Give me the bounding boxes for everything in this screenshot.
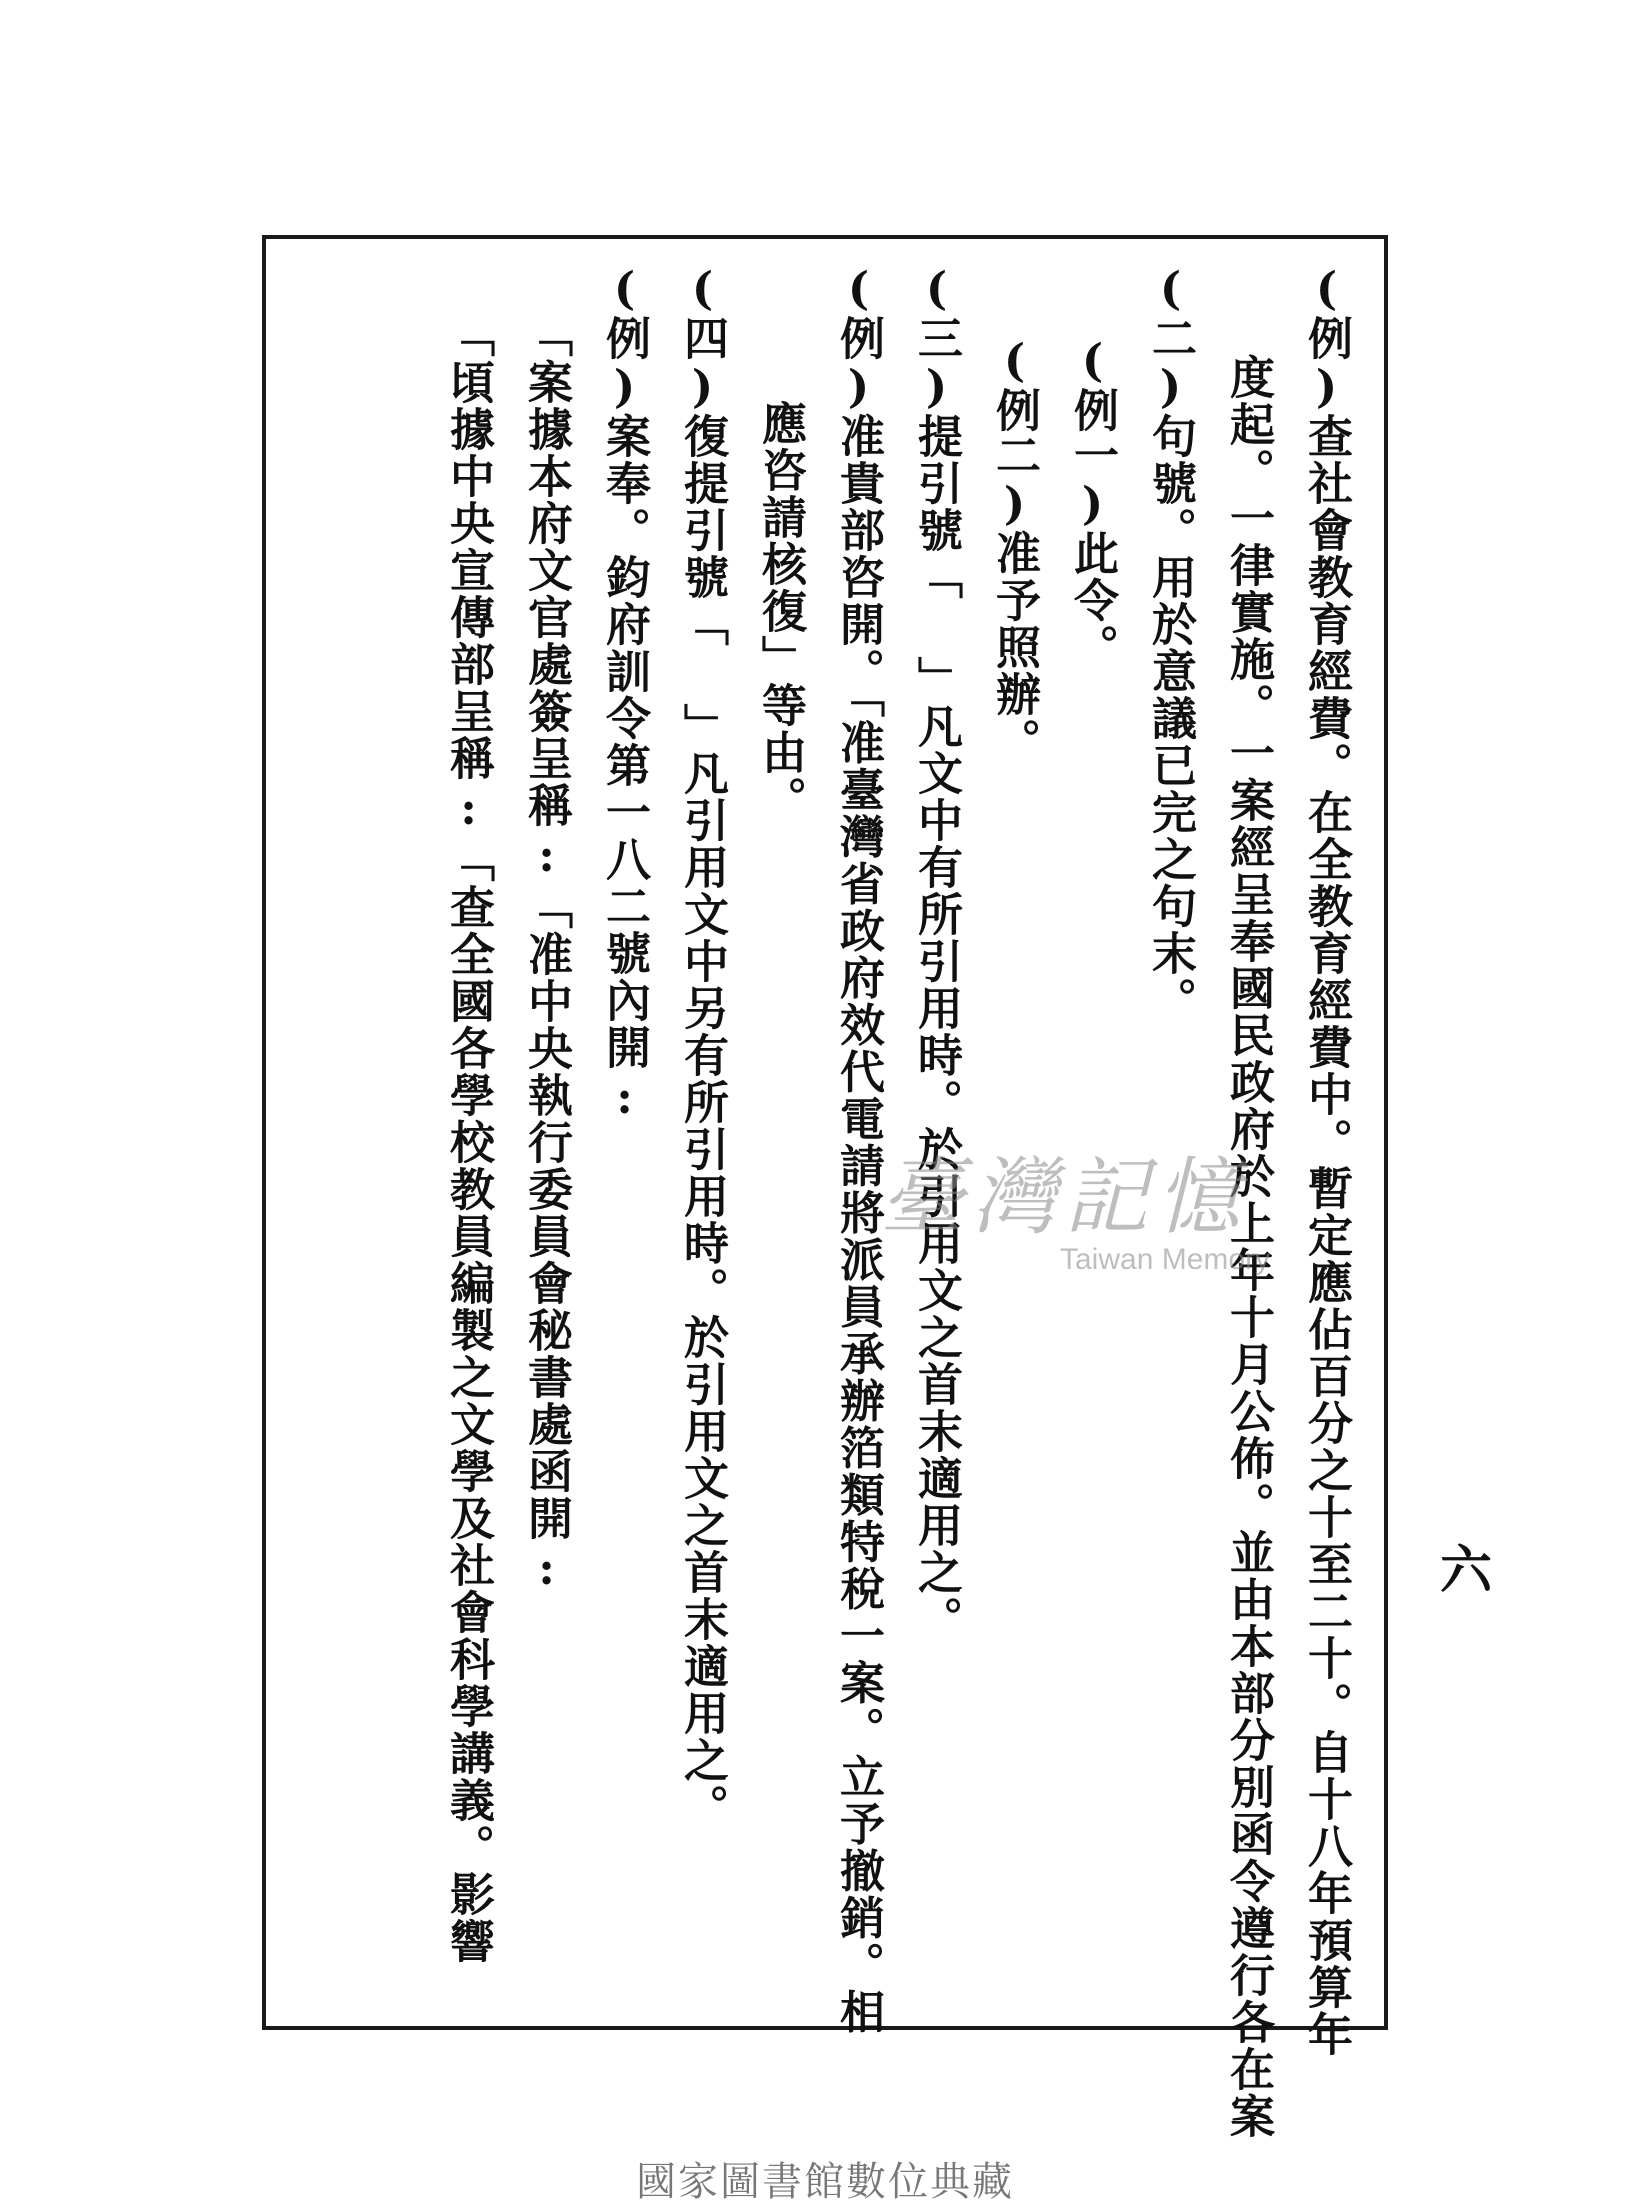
column-text: 句號。用於意議已完之句末。 [1144, 413, 1197, 1024]
text-column-12 [429, 262, 507, 2052]
column-text: 提引號「 」凡文中有所引用時。於引用文之首末適用之。 [910, 413, 963, 1643]
text-column-8 [741, 262, 819, 2140]
text-column-6 [897, 262, 975, 2002]
column-text: 查社會教育經費。在全教育經費中。暫定應佔百分之十至二十。自十八年預算年 [1300, 413, 1353, 2058]
text-column-10 [585, 262, 663, 2002]
page-number: 六 [1440, 1540, 1493, 1601]
text-column-2 [1209, 262, 1287, 2140]
watermark-title: 臺灣記憶 [880, 1148, 1249, 1246]
column-text: 此令。 [1066, 530, 1119, 671]
text-column-9 [663, 262, 741, 2002]
text-column-7 [819, 262, 897, 2036]
column-label: (例) [832, 262, 885, 413]
column-label: (例) [1300, 262, 1353, 413]
document-body [285, 262, 1365, 2140]
column-text: 准貴部咨開。「准臺灣省政府效代電請將派員承辦箔類特稅一案。立予撤銷。相 [832, 413, 885, 2036]
column-text: 案奉。鈞府訓令第一八二號內開: [598, 413, 651, 1126]
column-text: 「案據本府文官處簽呈稱:「准中央執行委員會秘書處函開: [520, 312, 573, 1597]
column-label: (例二) [988, 334, 1041, 530]
column-text: 度起。一律實施。一案經呈奉國民政府於上年十月公佈。並由本部分別函令遵行各在案 [1222, 354, 1275, 2140]
column-label: (例) [598, 262, 651, 413]
watermark-subtitle: Taiwan Memory [1060, 1243, 1271, 1276]
footer-credit: 國家圖書館數位典藏 [636, 2159, 1014, 2205]
column-text: 「頃據中央宣傳部呈稱:「查全國各學校教員編製之文學及社會科學講義。影響 [442, 312, 495, 1965]
text-column-3 [1131, 262, 1209, 2002]
column-label: (二) [1144, 262, 1197, 413]
column-label: (例一) [1066, 334, 1119, 530]
text-column-1 [1287, 262, 1365, 2058]
text-column-5 [975, 262, 1053, 2074]
column-text: 復提引號「 」凡引用文中另有所引用時。於引用文之首末適用之。 [676, 413, 729, 1831]
column-label: (四) [676, 262, 729, 413]
text-column-11 [507, 262, 585, 2052]
column-text: 准予照辦。 [988, 530, 1041, 765]
text-column-4 [1053, 262, 1131, 2074]
column-label: (三) [910, 262, 963, 413]
column-text: 應咨請核復」等由。 [754, 400, 807, 823]
